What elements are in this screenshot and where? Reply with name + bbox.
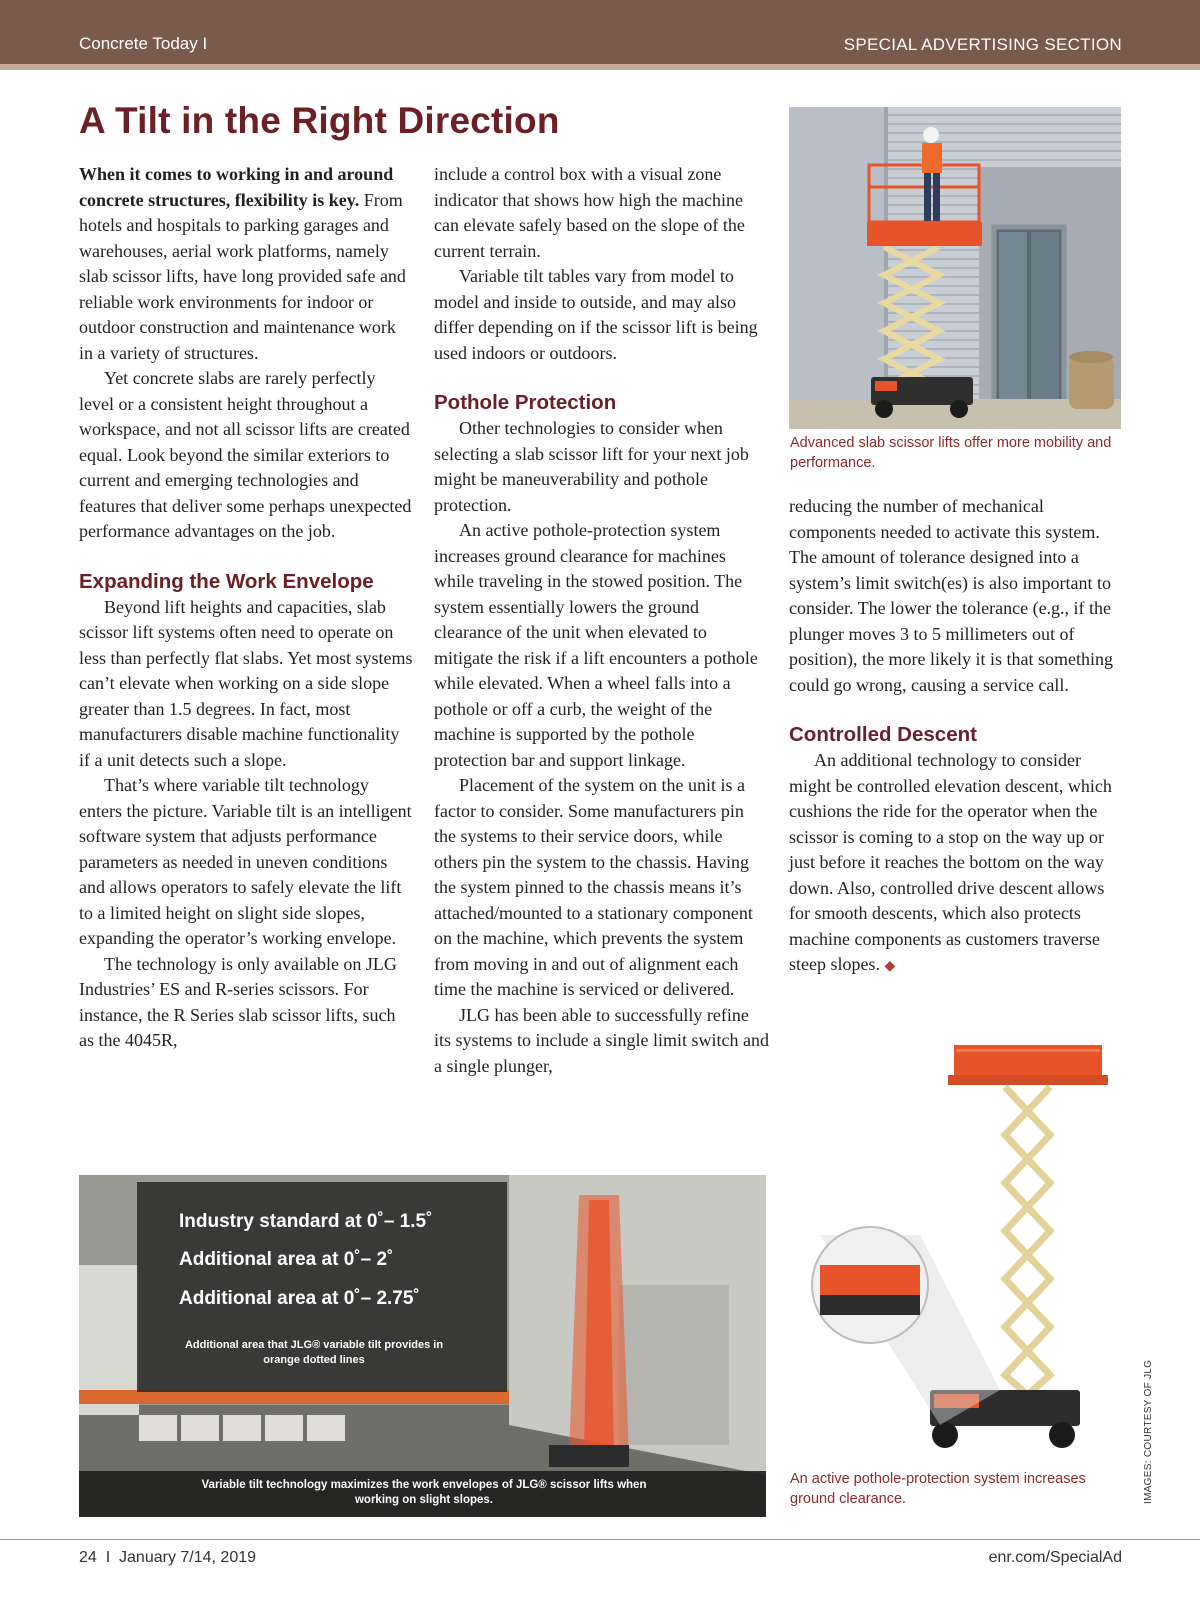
paragraph: Placement of the system on the unit is a factor to consider. Some manufacturers pin the systems to their service doors, while others pin the system to the chassis. Having the system pinned to the chassis means it’s attached/mounted to a stationary component on the machine, which prevents the system from moving in and out of alignment each time the machine is serviced or delivered. (434, 775, 753, 999)
article-title: A Tilt in the Right Direction (79, 100, 560, 141)
paragraph: That’s where variable tilt technology enters the picture. Variable tilt is an intelligent software system that adjusts performance parameters as needed in uneven conditions and allows operators to safely elevate the lift to a limited height on slight side slopes, expanding the operator’s working envelope. (79, 775, 412, 948)
lead-sentence: When it comes to working in and around concrete structures, flexibility is key. (79, 164, 394, 210)
scissor-lift-building-illustration (789, 107, 1121, 429)
legend-line-3: Additional area at 0˚– 2.75˚ (179, 1288, 420, 1309)
page-info: 24 I January 7/14, 2019 (79, 1549, 257, 1566)
graphic-caption: Variable tilt technology maximizes the work envelopes of JLG® scissor lifts when working on slight slopes. (201, 1479, 647, 1506)
paragraph: Beyond lift heights and capacities, slab scissor lift systems often need to operate on less than perfectly flat slabs. Yet most systems can’t elevate when working on a side slope greater than 1.5 degrees. In fact, most manufacturers disable machine functionality if a unit detects such a slope. (79, 596, 413, 770)
paragraph-text: An additional technology to consider might be controlled elevation descent, which cushions the ride for the operator when the scissor is coming to a stop on the way up or just before it reaches the bottom on the way down. Also, controlled drive descent allows for smooth descents, which also protects machine components as customers traverse steep slopes. (789, 750, 1112, 974)
pothole-protection-photo (800, 1045, 1120, 1455)
paragraph: An active pothole-protection system increases ground clearance for machines while traveling in the stowed position. The system essentially lowers the ground clearance of the unit when elevated to mitigate the risk if a lift encounters a pothole while elevated. When a wheel falls into a pothole or off a curb, the weight of the machine is supported by the pothole protection bar and support linkage. (434, 520, 758, 770)
paragraph (79, 162, 414, 366)
paragraph: include a control box with a visual zone indicator that shows how high the machine can elevate safely based on the slope of the current terrain. (434, 164, 745, 261)
paragraph: JLG has been able to successfully refine its systems to include a single limit switch and a single plunger, (434, 1004, 769, 1076)
column-3 (789, 494, 1119, 980)
column-1 (79, 162, 414, 1054)
section-label: SPECIAL ADVERTISING SECTION (843, 35, 1122, 54)
footer-rule (0, 1539, 1200, 1540)
publication-name: Concrete Today I (79, 34, 208, 53)
photo-caption: An active pothole-protection system increases ground clearance. (790, 1471, 1086, 1507)
legend-note: Additional area that JLG® variable tilt provides in orange dotted lines (184, 1339, 444, 1366)
paragraph (789, 748, 1119, 980)
paragraph: The technology is only available on JLG Industries’ ES and R-series scissors. For instance, the R Series slab scissor lifts, such as the 4045R, (79, 953, 397, 1050)
paragraph: reducing the number of mechanical components needed to activate this system. The amount of tolerance designed into a system’s limit switch(es) is also important to consider. The lower the tolerance (e.g., if the plunger moves 3 to 5 millimeters out of position), the more likely it is that something could go wrong, causing a service call. (789, 496, 1113, 695)
paragraph: Yet concrete slabs are rarely perfectly level or a consistent height throughout a workspace, and not all scissor lifts are created equal. Look beyond the similar exteriors to current and emerging technologies and features that deliver some perhaps unexpected performance advantages on the job. (79, 368, 412, 541)
paragraph-text: From hotels and hospitals to parking garages and warehouses, aerial work platforms, namely slab scissor lifts, have long provided safe and reliable work environments for indoor or outdoor construction and maintenance work in a variety of structures. (79, 189, 406, 363)
image-credit: IMAGES: COURTESY OF JLG (1143, 1359, 1154, 1504)
legend-line-2: Additional area at 0˚– 2˚ (179, 1249, 394, 1270)
section-heading: Controlled Descent (789, 723, 977, 746)
end-mark-icon: ◆ (884, 959, 896, 974)
paragraph: Variable tilt tables vary from model to model and inside to outside, and may also differ depending on if the scissor lift is being used indoors or outdoors. (434, 266, 758, 363)
section-heading: Pothole Protection (434, 391, 617, 414)
variable-tilt-graphic (79, 1175, 766, 1517)
photo-caption: Advanced slab scissor lifts offer more mobility and performance. (790, 435, 1112, 471)
footer-url[interactable]: enr.com/SpecialAd (988, 1549, 1122, 1566)
paragraph: Other technologies to consider when selecting a slab scissor lift for your next job might be maneuverability and pothole protection. (434, 418, 749, 515)
header-rule (0, 64, 1200, 70)
scissor-lift-building-photo (789, 107, 1121, 429)
column-2 (434, 162, 769, 1079)
section-heading: Expanding the Work Envelope (79, 569, 374, 593)
legend-line-1: Industry standard at 0˚– 1.5˚ (179, 1211, 433, 1232)
